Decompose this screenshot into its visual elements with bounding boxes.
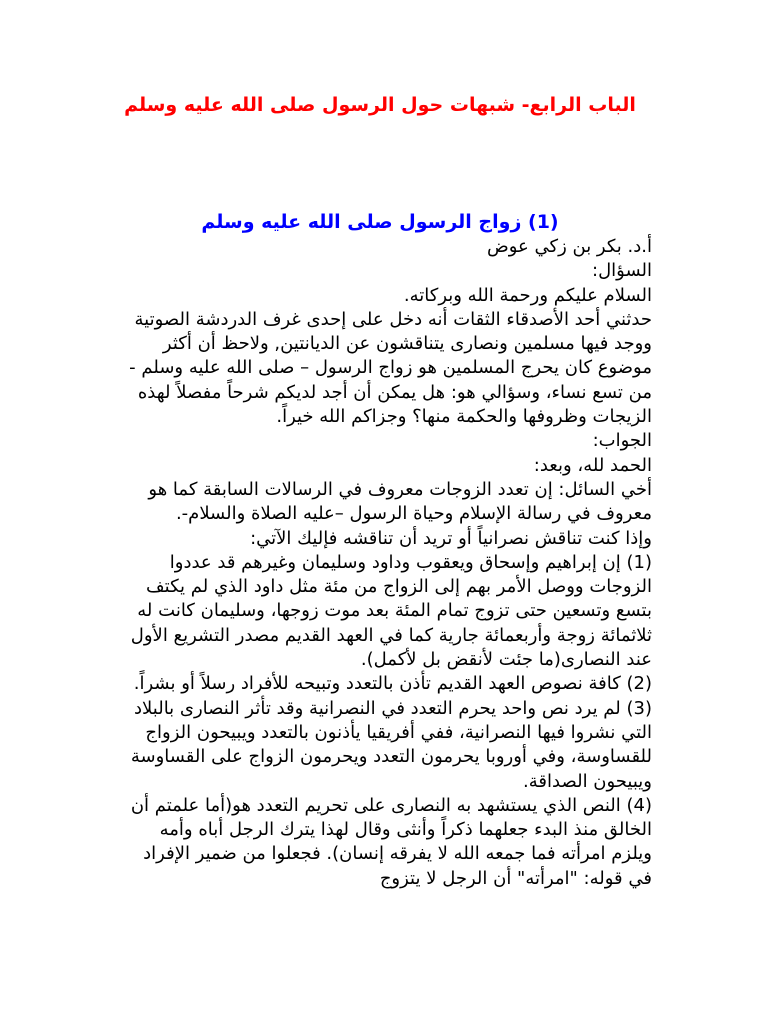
point-3-paragraph: (3) لم يرد نص واحد يحرم التعدد في النصرانية وقد تأثر النصارى بالبلاد التي نشروا فيها النصرانية، ففي أفريقيا يأذنون بالتعدد ويبيحون الزواج للقساوسة، وفي أوروبا يحرمون التعدد ويحرمون الزواج على القساوسة ويبيحون الصداقة.: [130, 697, 652, 792]
praise-paragraph: الحمد لله، وبعد:: [533, 454, 652, 476]
greeting-paragraph: السلام عليكم ورحمة الله وبركاته.: [403, 284, 652, 306]
question-paragraph: حدثني أحد الأصدقاء الثقات أنه دخل على إحدى غرف الدردشة الصوتية ووجد فيها مسلمين ونصارى يتناقشون عن الديانتين, ولاحظ أن أكثر موضوع كان يحرج المسلمين هو زواج الرسول – صلى الله عليه وسلم - من تسع نساء، وسؤالي هو: هل يمكن أن أجد لديكم شرحاً مفصلاً لهذه الزيجات وظروفها والحكمة منها؟ وجزاكم الله خيراً.: [129, 308, 652, 428]
point-4-paragraph: (4) النص الذي يستشهد به النصارى على تحريم التعدد هو(أما علمتم أن الخالق منذ البدء جعلهما ذكراً وأنثى وقال لهذا يترك الرجل أباه وأمه ويلزم امرأته فما جمعه الله لا يفرقه إنسان). فجعلوا من ضمير الإفراد في قوله: "امرأته" أن الرجل لا يتزوج: [130, 794, 652, 889]
section-title: (1) زواج الرسول صلى الله عليه وسلم: [201, 211, 559, 233]
point-2-paragraph: (2) كافة نصوص العهد القديم تأذن بالتعدد وتبيحه للأفراد رسلاً أو بشراً.: [133, 673, 652, 695]
chapter-title: الباب الرابع- شبهات حول الرسول صلى الله عليه وسلم: [124, 94, 636, 116]
lead-in-paragraph: وإذا كنت تناقش نصرانياً أو تريد أن تناقشه فإليك الآتي:: [250, 527, 652, 549]
body-text: [116, 235, 652, 891]
intro-paragraph: أخي السائل: إن تعدد الزوجات معروف في الرسالات السابقة كما هو معروف في رسالة الإسلام وحياة الرسول –عليه الصلاة والسلام-.: [148, 478, 652, 525]
point-1-paragraph: (1) إن إبراهيم وإسحاق ويعقوب وداود وسليمان وغيرهم قد عددوا الزوجات ووصل الأمر بهم إلى الزواج من مئة مثل داود الذي لم يكتف بتسع وتسعين حتى تزوج تمام المئة بعد موت زوجها، وسليمان كانت له ثلاثمائة زوجة وأربعمائة جارية كما في العهد القديم مصدر التشريع الأول عند النصارى(ما جئت لأنقض بل لأكمل).: [130, 551, 652, 671]
question-label: السؤال:: [592, 260, 652, 282]
author-line: أ.د. بكر بن زكي عوض: [486, 236, 652, 257]
answer-label: الجواب:: [592, 430, 652, 452]
